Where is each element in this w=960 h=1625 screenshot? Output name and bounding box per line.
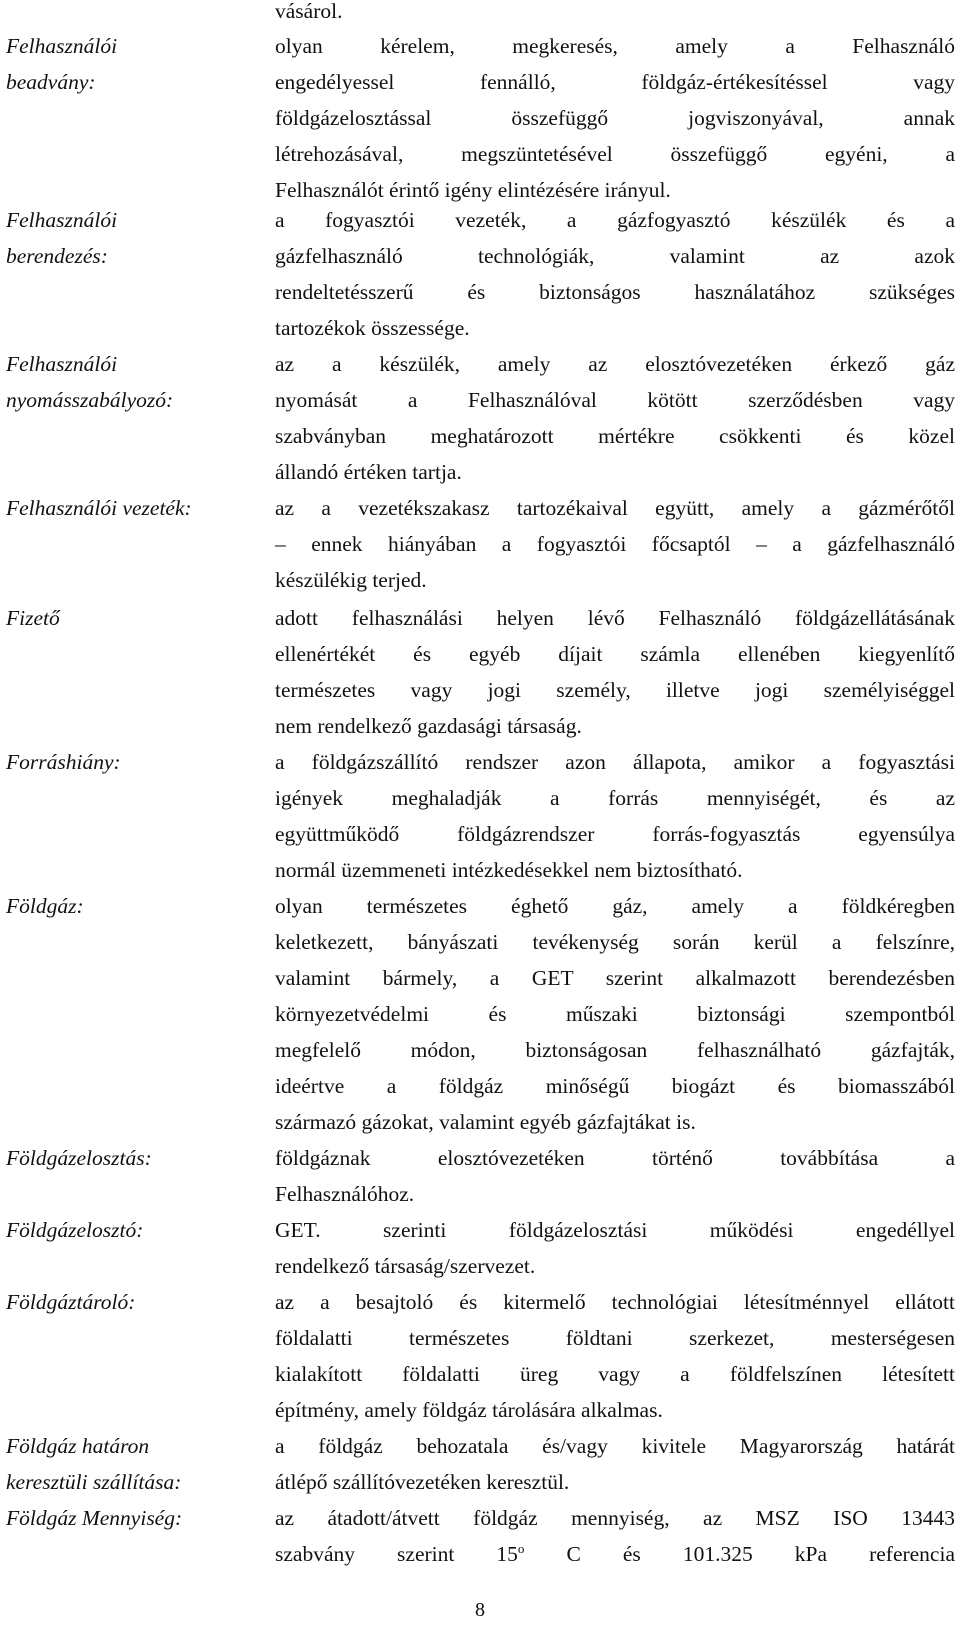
definition-line: ideértve a földgáz minőségű biogázt és biomasszából (275, 1074, 955, 1098)
definition-line: földalatti természetes földtani szerkezet, mesterségesen (275, 1326, 955, 1350)
term (6, 346, 268, 418)
definition-line: az a készülék, amely az elosztóvezetéken érkező gáz (275, 352, 955, 376)
term-line: keresztüli szállítása: (6, 1470, 182, 1494)
term (6, 744, 268, 780)
term-line: Forráshiány: (6, 750, 121, 774)
term (6, 490, 268, 526)
carryover-text: vásárol. (275, 0, 343, 23)
term-line: Földgáz: (6, 894, 84, 918)
definition-line: megfelelő módon, biztonságosan felhasználható gázfajták, (275, 1038, 955, 1062)
definition-line: GET. szerinti földgázelosztási működési engedéllyel (275, 1218, 955, 1242)
definition-line: környezetvédelmi és műszaki biztonsági szempontból (275, 1002, 955, 1026)
definition (275, 28, 955, 208)
definition-line: szabványban meghatározott mértékre csökkenti és közel (275, 424, 955, 448)
definition (275, 1284, 955, 1428)
definition-line: valamint bármely, a GET szerint alkalmazott berendezésben (275, 966, 955, 990)
definition-line: a földgázszállító rendszer azon állapota, amikor a fogyasztási (275, 750, 955, 774)
definition-line: rendeltetésszerű és biztonságos használatához szükséges (275, 280, 955, 304)
definition-fragment: szabvány szerint 15 (275, 1542, 518, 1566)
definition-line: együttműködő földgázrendszer forrás-fogyasztás egyensúlya (275, 822, 955, 846)
term (6, 1500, 268, 1536)
definition-line: átlépő szállítóvezetéken keresztül. (275, 1470, 570, 1494)
term (6, 28, 268, 100)
degree-superscript: o (517, 1540, 525, 1556)
term-line: Felhasználói (6, 352, 118, 376)
definition-line: természetes vagy jogi személy, illetve jogi személyiséggel (275, 678, 955, 702)
definition-line: nem rendelkező gazdasági társaság. (275, 714, 582, 738)
definition-line: rendelkező társaság/szervezet. (275, 1254, 536, 1278)
term-line: Fizető (6, 606, 60, 630)
definition-line: adott felhasználási helyen lévő Felhasználó földgázellátásának (275, 606, 955, 630)
definition-line: gázfelhasználó technológiák, valamint az azok (275, 244, 955, 268)
definition (275, 600, 955, 744)
term-line: berendezés: (6, 244, 108, 268)
term-line: beadvány: (6, 70, 96, 94)
term-line: Földgáz határon (6, 1434, 150, 1458)
definition-line: az a vezetékszakasz tartozékaival együtt, amely a gázmérőtől (275, 496, 955, 520)
definition-line: készülékig terjed. (275, 568, 427, 592)
term (6, 888, 268, 924)
definition-line: a földgáz behozatala és/vagy kivitele Magyarország határát (275, 1434, 955, 1458)
definition-fragment: C és 101.325 kPa referencia (524, 1542, 955, 1566)
term-line: nyomásszabályozó: (6, 388, 174, 412)
definition-line: a fogyasztói vezeték, a gázfogyasztó készülék és a (275, 208, 955, 232)
term-line: Felhasználói vezeték: (6, 496, 192, 520)
definition-line: ellenértékét és egyéb díjait számla ellenében kiegyenlítő (275, 642, 955, 666)
definition (275, 744, 955, 888)
definition-line: származó gázokat, valamint egyéb gázfajtákat is. (275, 1110, 696, 1134)
definition (275, 1500, 955, 1572)
term (6, 1284, 268, 1320)
definition (275, 490, 955, 598)
definition-line: kialakított földalatti üreg vagy a földfelszínen létesített (275, 1362, 955, 1386)
definition-line: olyan természetes éghető gáz, amely a földkéregben (275, 894, 955, 918)
term (6, 1140, 268, 1176)
definition-line: igények meghaladják a forrás mennyiségét, és az (275, 786, 955, 810)
definition (275, 1212, 955, 1284)
definition-line: nyomását a Felhasználóval kötött szerződésben vagy (275, 388, 955, 412)
term-line: Felhasználói (6, 208, 118, 232)
term-line: Földgázelosztó: (6, 1218, 144, 1242)
definition-line: földgázelosztással összefüggő jogviszonyával, annak (275, 106, 955, 130)
term-line: Földgáztároló: (6, 1290, 136, 1314)
page-number: 8 (475, 1599, 485, 1621)
definition (275, 202, 955, 346)
definition-line: engedélyessel fennálló, földgáz-értékesítéssel vagy (275, 70, 955, 94)
definition-line (275, 1536, 955, 1572)
definition (275, 1428, 955, 1500)
definition-line: az átadott/átvett földgáz mennyiség, az MSZ ISO 13443 (275, 1506, 955, 1530)
definition-line: olyan kérelem, megkeresés, amely a Felhasználó (275, 34, 955, 58)
definition-line: keletkezett, bányászati tevékenység során kerül a felszínre, (275, 930, 955, 954)
definition-line: – ennek hiányában a fogyasztói főcsaptól – a gázfelhasználó (275, 532, 955, 556)
definition (275, 888, 955, 1140)
definition (275, 346, 955, 490)
term-line: Földgáz Mennyiség: (6, 1506, 183, 1530)
definition-line: állandó értéken tartja. (275, 460, 462, 484)
definition-line: földgáznak elosztóvezetéken történő továbbítása a (275, 1146, 955, 1170)
term (6, 1428, 268, 1500)
definition-line: az a besajtoló és kitermelő technológiai létesítménnyel ellátott (275, 1290, 955, 1314)
term (6, 202, 268, 274)
definition-line: Felhasználóhoz. (275, 1182, 415, 1206)
definition-line: tartozékok összessége. (275, 316, 470, 340)
definition (275, 1140, 955, 1212)
definition-line: létrehozásával, megszüntetésével összefüggő egyéni, a (275, 142, 955, 166)
term (6, 600, 268, 636)
definition-line: Felhasználót érintő igény elintézésére irányul. (275, 178, 671, 202)
term (6, 1212, 268, 1248)
definition-line: építmény, amely földgáz tárolására alkalmas. (275, 1398, 663, 1422)
term-line: Földgázelosztás: (6, 1146, 152, 1170)
term-line: Felhasználói (6, 34, 118, 58)
definition-line: normál üzemmeneti intézkedésekkel nem biztosítható. (275, 858, 743, 882)
